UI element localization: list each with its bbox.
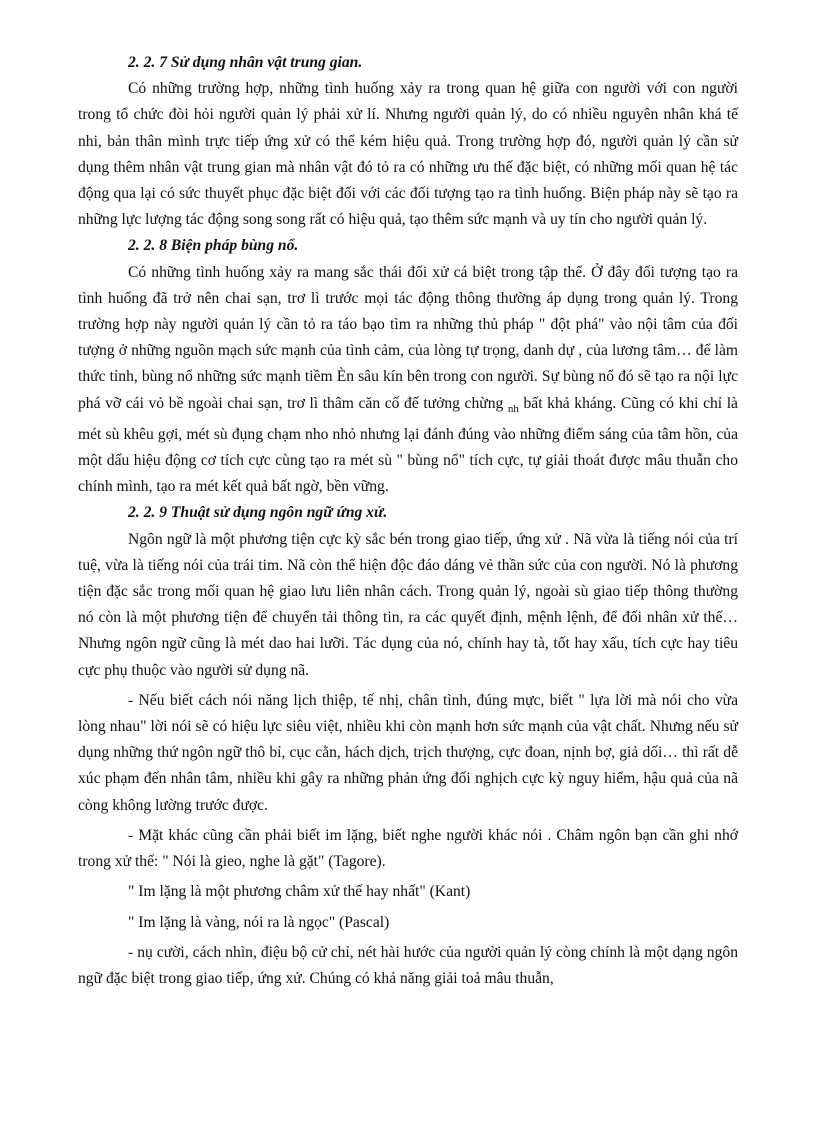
paragraph-text: Có những tình huống xảy ra mang sắc thái đối xử cá biệt trong tập thể. Ở đây đối tượng tạo ra tình huống đã trở nên chai sạn, trơ lì trước mọi tác động thông thường áp dụng trong quản lý. Trong trường hợp này người quản lý cần tỏ ra táo bạo tìm ra những thủ pháp " đột phá" vào nội tâm của đối tượng ở những nguồn mạch sức mạnh của tình cảm, của lòng tự trọng, danh dự , của lương tâm… để làm thức tỉnh, bùng nổ những sức mạnh tiềm Èn sâu kín bên trong con người. Sự bùng nổ đó sẽ tạo ra nội lực phá vỡ cái vỏ bề ngoài chai sạn, trơ lì thâm căn cố đế tưởng chừng	[78, 263, 738, 412]
section-heading-2-2-8: 2. 2. 8 Biện pháp bùng nổ.	[128, 237, 299, 255]
subscript-fragment: nh	[507, 402, 519, 415]
paragraph: - Nếu biết cách nói năng lịch thiệp, tế nhị, chân tình, đúng mực, biết " lựa lời mà nói cho vừa lòng nhau" lời nói sẽ có hiệu lực siêu việt, nhiều khi còn mạnh hơn sức mạnh của vật chất. Nhưng nếu sử dụng những thứ ngôn ngữ thô bỉ, cục cằn, hách dịch, trịch thượng, cực đoan, nịnh bợ, giả dối… thì rất dễ xúc phạm đến nhân tâm, nhiều khi gây ra những phản ứng đối nghịch cực kỳ nguy hiểm, hậu quả của nã còng không lường trước được.	[78, 691, 738, 814]
paragraph: - nụ cười, cách nhìn, điệu bộ cử chỉ, nét hài hước của người quản lý còng chính là một dạng ngôn ngữ đặc biệt trong giao tiếp, ứng xử. Chúng có khả năng giải toả mâu thuẫn,	[78, 943, 738, 987]
paragraph: - Mặt khác cũng cần phải biết im lặng, biết nghe người khác nói . Châm ngôn bạn cần ghi nhớ trong xử thế: " Nói là gieo, nghe là gặt" (Tagore).	[78, 826, 738, 871]
paragraph-text: bất khả kháng. Cũng có khi chỉ là mét sù khêu gợi, mét sù đụng chạm nho nhỏ nhưng lại đánh đúng vào những điểm sáng của tâm hồn, của một dấu hiệu động cơ tích cực cùng tạo ra mét sù " bùng nổ" tích cực, tự giải thoát được mâu thuẫn cho chính mình, tạo ra mét kết quả bất ngờ, bền vững.	[78, 394, 738, 496]
paragraph	[78, 260, 738, 501]
section-heading-2-2-7: 2. 2. 7 Sử dụng nhân vật trung gian.	[128, 54, 363, 71]
quote-line: " Im lặng là một phương châm xử thế hay nhất" (Kant)	[128, 883, 471, 901]
paragraph: Ngôn ngữ là một phương tiện cực kỳ sắc bén trong giao tiếp, ứng xử . Nã vừa là tiếng nói của trí tuệ, vừa là tiếng nói của trái tim. Nã còn thể hiện độc đáo dáng vẻ thần sức của con người. Nó là phương tiện đặc sắc trong mối quan hệ giao lưu liên nhân cách. Trong quản lý, ngoài sù giao tiếp thông thường nó còn là một phương tiện để chuyển tải thông tin, ra các quyết định, mệnh lệnh, để đối nhân xử thế… Nhưng ngôn ngữ cũng là mét dao hai lưỡi. Tác dụng của nó, chính hay tà, tốt hay xấu, tích cực hay tiêu cực phụ thuộc vào người sử dụng nã.	[78, 530, 738, 679]
paragraph: Có những trường hợp, những tình huống xảy ra trong quan hệ giữa con người với con người trong tổ chức đòi hỏi người quản lý phải xử lí. Nhưng người quản lý, do có nhiều nguyên nhân khá tế nhi, bản thân mình trực tiếp ứng xử có thể kém hiệu quả. Trong trường hợp đó, người quản lý cần sử dụng thêm nhân vật trung gian mà nhân vật đó tỏ ra có những ưu thế đặc biệt, có những mối quan hệ tác động qua lại có sức thuyết phục đặc biệt đối với các đối tượng tạo ra tình huống. Biện pháp này sẽ tạo ra những lực lượng tác động song song rất có hiệu quả, tạo thêm sức mạnh và uy tín cho người quản lý.	[78, 80, 738, 229]
document-page	[78, 50, 738, 992]
quote-line: " Im lặng là vàng, nói ra là ngọc" (Pascal)	[128, 913, 390, 931]
section-heading-2-2-9: 2. 2. 9 Thuật sử dụng ngôn ngữ ứng xử.	[128, 504, 388, 522]
